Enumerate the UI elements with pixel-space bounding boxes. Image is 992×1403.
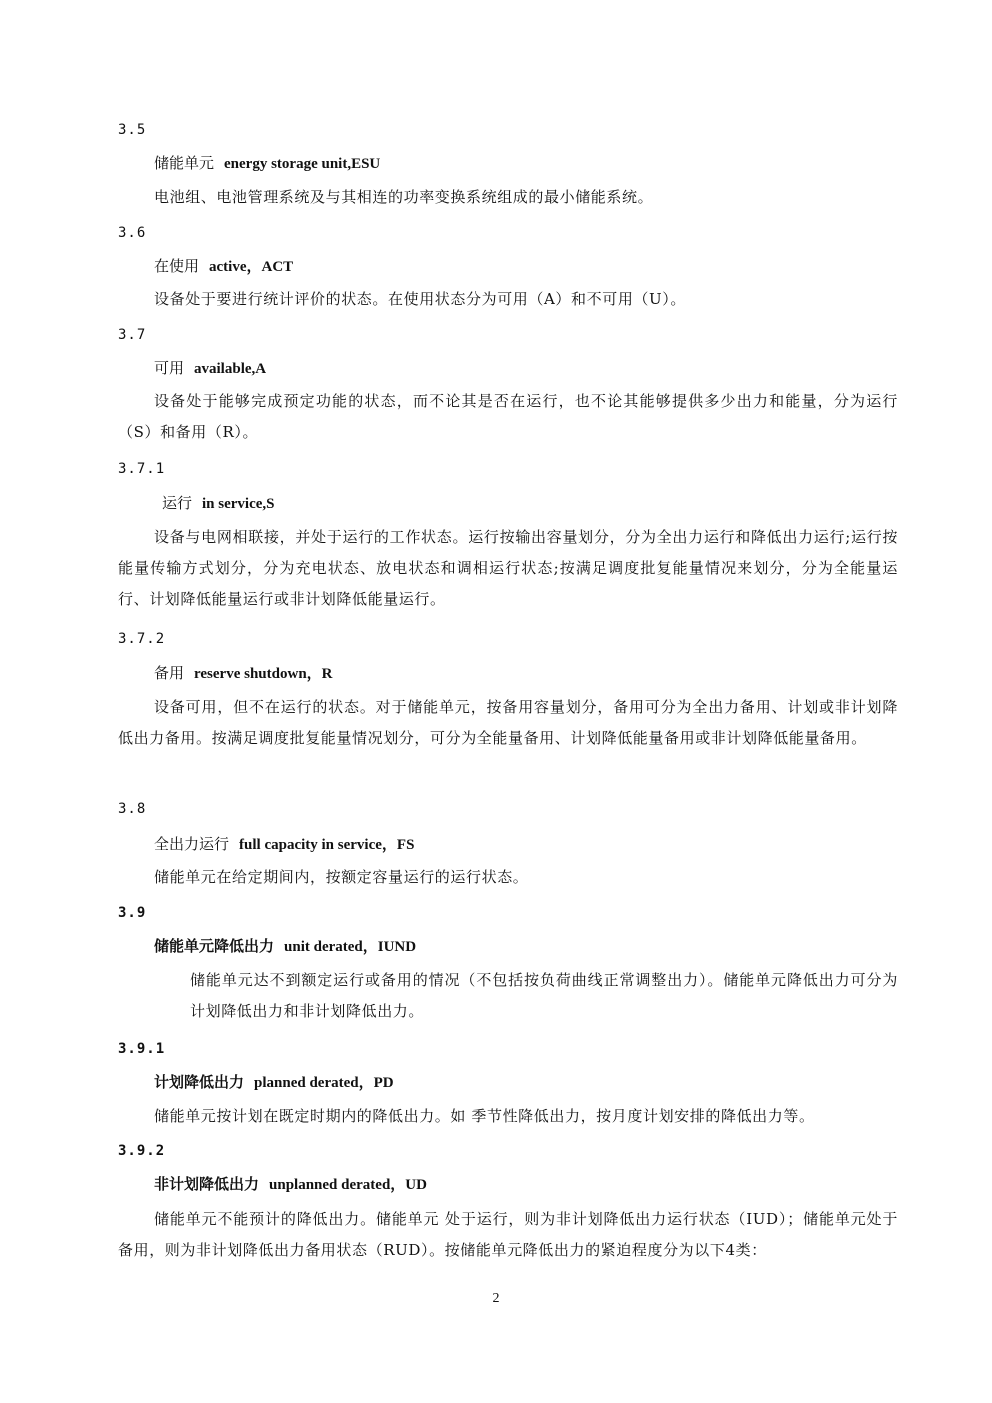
- section-number: 3.7: [118, 327, 147, 343]
- page-number: 2: [492, 1291, 500, 1306]
- term-heading: [154, 358, 266, 379]
- term-chinese: 运行: [162, 494, 193, 512]
- term-chinese: 储能单元: [154, 154, 215, 172]
- section-number: 3.9.2: [118, 1143, 166, 1159]
- term-heading: [154, 153, 380, 174]
- term-heading: [154, 1072, 394, 1093]
- term-chinese: 全出力运行: [154, 835, 230, 853]
- term-english: active，ACT: [209, 259, 294, 275]
- term-english: unit derated，IUND: [284, 939, 417, 955]
- section-number: 3.5: [118, 122, 147, 138]
- section-number: 3.9: [118, 905, 147, 921]
- term-chinese: 备用: [154, 664, 185, 682]
- term-english: energy storage unit,ESU: [224, 156, 381, 172]
- definition-paragraph: 储能单元按计划在既定时期内的降低出力。如 季节性降低出力，按月度计划安排的降低出力等。: [154, 1107, 815, 1125]
- term-heading: [154, 936, 416, 957]
- term-chinese: 在使用: [154, 257, 200, 275]
- definition-paragraph: 设备处于要进行统计评价的状态。在使用状态分为可用（A）和不可用（U）。: [154, 290, 686, 308]
- definition-paragraph: 储能单元在给定期间内，按额定容量运行的运行状态。: [154, 868, 529, 886]
- term-english: reserve shutdown，R: [194, 666, 333, 682]
- section-number: 3.6: [118, 225, 147, 241]
- term-chinese: 非计划降低出力: [154, 1175, 260, 1193]
- term-chinese: 计划降低出力: [154, 1073, 245, 1091]
- definition-paragraph: 电池组、电池管理系统及与其相连的功率变换系统组成的最小储能系统。: [154, 188, 654, 206]
- section-number: 3.7.2: [118, 631, 166, 647]
- term-heading: [154, 663, 333, 684]
- term-english: unplanned derated，UD: [269, 1177, 427, 1193]
- term-chinese: 储能单元降低出力: [154, 937, 275, 955]
- term-english: available,A: [194, 361, 267, 377]
- term-heading: [154, 256, 293, 277]
- definition-paragraph: 储能单元达不到额定运行或备用的情况（不包括按负荷曲线正常调整出力）。储能单元降低出力可分为计划降低出力和非计划降低出力。: [190, 971, 898, 1020]
- term-english: planned derated，PD: [254, 1075, 394, 1091]
- section-number: 3.8: [118, 801, 147, 817]
- term-heading: [154, 1174, 427, 1195]
- definition-paragraph: 设备处于能够完成预定功能的状态，而不论其是否在运行，也不论其能够提供多少出力和能量，分为运行（S）和备用（R）。: [118, 392, 898, 441]
- section-number: 3.9.1: [118, 1041, 166, 1057]
- term-chinese: 可用: [154, 359, 185, 377]
- definition-paragraph: 设备可用，但不在运行的状态。对于储能单元，按备用容量划分，备用可分为全出力备用、计划或非计划降低出力备用。按满足调度批复能量情况划分，可分为全能量备用、计划降低能量备用或非计划降低能量备用。: [118, 698, 898, 747]
- term-heading: [162, 493, 275, 514]
- term-english: in service,S: [202, 496, 275, 512]
- term-heading: [154, 834, 414, 855]
- definition-paragraph: 储能单元不能预计的降低出力。储能单元 处于运行，则为非计划降低出力运行状态（IUD）；储能单元处于备用，则为非计划降低出力备用状态（RUD）。按储能单元降低出力的紧迫程度分为以下4类：: [118, 1210, 898, 1259]
- term-english: full capacity in service，FS: [239, 837, 415, 853]
- definition-paragraph: 设备与电网相联接，并处于运行的工作状态。运行按输出容量划分，分为全出力运行和降低出力运行;运行按能量传输方式划分，分为充电状态、放电状态和调相运行状态;按满足调度批复能量情况来划分，分为全能量运行、计划降低能量运行或非计划降低能量运行。: [118, 528, 898, 608]
- section-number: 3.7.1: [118, 461, 166, 477]
